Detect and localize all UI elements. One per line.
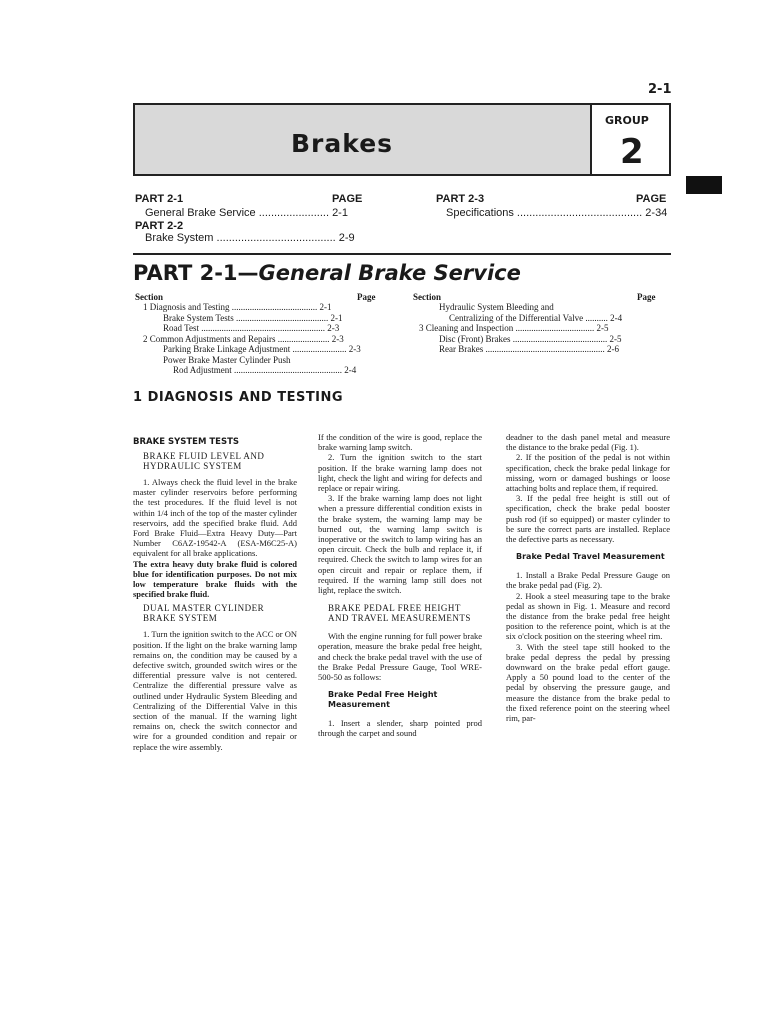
toc-part-2-1 bbox=[135, 192, 183, 206]
index-row: Hydraulic System Bleeding and bbox=[439, 302, 554, 312]
group-label: GROUP bbox=[605, 114, 649, 127]
section-header: Section bbox=[413, 292, 441, 302]
subheading: Brake Pedal Travel Measurement bbox=[516, 552, 665, 562]
page-number: 2-1 bbox=[648, 82, 672, 97]
paragraph: With the engine running for full power brake operation, measure the brake pedal free height, and check the brake pedal travel with the use of the Brake Pedal Pressure Gauge, Tool WRE-500-50 as follows: bbox=[318, 631, 482, 683]
group-number: 2 bbox=[620, 132, 644, 172]
page-header: Page bbox=[637, 292, 656, 302]
index-row: Brake System Tests ......................................... 2-1 bbox=[163, 312, 343, 323]
paragraph-bold: The extra heavy duty brake fluid is colored blue for identification purposes. Do not mix low temperature brake fluids with the specified brake fluid. bbox=[133, 558, 297, 600]
paragraph: 2. Hook a steel measuring tape to the brake pedal as shown in Fig. 1. Measure and record the distance from the brake pedal free height position to the reference point, which is at the six o'clock position on the steering wheel rim. bbox=[506, 590, 670, 642]
paragraph: 2. If the position of the pedal is not within specification, check the brake pedal linkage for missing, worn or damaged bushings or loose attaching bolts and replace them, if required. bbox=[506, 452, 670, 494]
section-index-left bbox=[135, 292, 375, 376]
index-row: Centralizing of the Differential Valve .......... 2-4 bbox=[449, 312, 623, 323]
index-row: Disc (Front) Brakes .......................................... 2-5 bbox=[439, 333, 622, 344]
section-index-right bbox=[413, 292, 663, 355]
index-row: 1 Diagnosis and Testing ...................................... 2-1 bbox=[143, 302, 332, 312]
subheading: BRAKE PEDAL FREE HEIGHT AND TRAVEL MEASUREMENTS bbox=[328, 603, 471, 624]
text-column-1 bbox=[133, 432, 297, 752]
toc-part-2-3: PART 2-3 bbox=[436, 193, 485, 205]
toc-part-2-2: PART 2-2 bbox=[135, 220, 184, 232]
paragraph: 3. If the brake warning lamp does not light when a pressure differential condition exists in the brake system, the warning lamp may be burned out, the warning lamp switch is inoperative or the switch to lamp wiring has an open circuit. Check the bulb and replace it, if required. Check the switch to lamp wires for an open circuit and repair or replace them, if required. If the warning lamp still does not light, replace the switch. bbox=[318, 493, 482, 596]
paragraph: 1. Install a Brake Pedal Pressure Gauge on the brake pedal pad (Fig. 2). bbox=[506, 570, 670, 591]
paragraph: If the condition of the wire is good, replace the brake warning lamp switch. bbox=[318, 432, 482, 453]
paragraph: 3. If the pedal free height is still out of specification, check the brake pedal booster push rod (if so equipped) or master cylinder to be sure the correct parts are installed. Replace the defective parts as necessary. bbox=[506, 493, 670, 545]
section-heading: 1 DIAGNOSIS AND TESTING bbox=[133, 390, 344, 405]
paragraph: deadner to the dash panel metal and measure the distance to the brake pedal (Fig. 1). bbox=[506, 432, 670, 453]
index-row: 3 Cleaning and Inspection ................................... 2-5 bbox=[419, 323, 609, 333]
toc-specifications: Specifications ......................................... 2-34 bbox=[446, 207, 668, 219]
title-panel bbox=[135, 105, 592, 174]
section-header: Section bbox=[135, 292, 163, 302]
paragraph: 1. Insert a slender, sharp pointed prod through the carpet and sound bbox=[318, 718, 482, 739]
paragraph: 2. Turn the ignition switch to the start position. If the brake warning lamp does not light, check the light and wiring for defects and replace or repair wiring. bbox=[318, 452, 482, 494]
toc-page-label: PAGE bbox=[332, 193, 363, 205]
chapter-title-box bbox=[133, 103, 671, 176]
subheading: BRAKE SYSTEM TESTS bbox=[133, 437, 240, 447]
paragraph: 3. With the steel tape still hooked to the brake pedal depress the pedal by pressing downward on the brake pedal effort gauge. Apply a 50 pound load to the center of the pedal by observing the pressure gauge, and measure the distance from the brake pedal to the fixed reference point on the steering wheel rim, par- bbox=[506, 641, 670, 724]
toc-general-brake-service: General Brake Service ....................... 2-1 bbox=[145, 207, 348, 219]
chapter-title: Brakes bbox=[291, 129, 394, 158]
paragraph: 1. Turn the ignition switch to the ACC or ON position. If the light on the brake warning lamp remains on, the condition may be caused by a defective switch, grounded switch wires or the differential pressure valve is not centered. Centralize the differential pressure valve as outlined under Hydraulic System Bleeding and Centralizing of the Differential Valve in this section of the manual. If the warning light remains on, check the switch connector and wire for a grounded condition and repair or replace the wire assembly. bbox=[133, 629, 297, 752]
index-row: 2 Common Adjustments and Repairs ....................... 2-3 bbox=[143, 333, 344, 344]
part-heading bbox=[133, 261, 521, 285]
divider-rule bbox=[133, 253, 671, 255]
subheading: DUAL MASTER CYLINDER BRAKE SYSTEM bbox=[143, 603, 265, 624]
text-column-2 bbox=[318, 432, 482, 739]
index-row: Road Test ....................................................... 2-3 bbox=[163, 323, 340, 333]
part-heading-prefix: PART 2-1— bbox=[133, 261, 259, 285]
toc-page-label-2: PAGE bbox=[636, 193, 667, 205]
page-header: Page bbox=[357, 292, 376, 302]
toc-part-2-1-label: PART 2-1 bbox=[135, 193, 184, 205]
part-heading-title: General Brake Service bbox=[258, 261, 521, 285]
text-column-3 bbox=[506, 432, 670, 723]
index-row: Parking Brake Linkage Adjustment ........................ 2-3 bbox=[163, 344, 361, 354]
index-row: Power Brake Master Cylinder Push bbox=[163, 354, 291, 365]
index-row: Rod Adjustment ................................................ 2-4 bbox=[173, 365, 357, 375]
subheading: Brake Pedal Free Height Measurement bbox=[328, 690, 438, 710]
index-row: Rear Brakes ..................................................... 2-6 bbox=[439, 344, 619, 354]
subheading: BRAKE FLUID LEVEL AND HYDRAULIC SYSTEM bbox=[143, 451, 265, 471]
paragraph: 1. Always check the fluid level in the brake master cylinder reservoirs before performing the test procedures. If the fluid level is not within 1/4 inch of the top of the master cylinder reservoirs, add the specified brake fluid. Add Ford Brake Fluid—Extra Heavy Duty—Part Number C6AZ-19542-A (ESA-M6C25-A) equivalent for all brake applications. bbox=[133, 477, 297, 559]
section-thumb-tab bbox=[686, 176, 722, 194]
toc-brake-system: Brake System ....................................... 2-9 bbox=[145, 232, 355, 244]
